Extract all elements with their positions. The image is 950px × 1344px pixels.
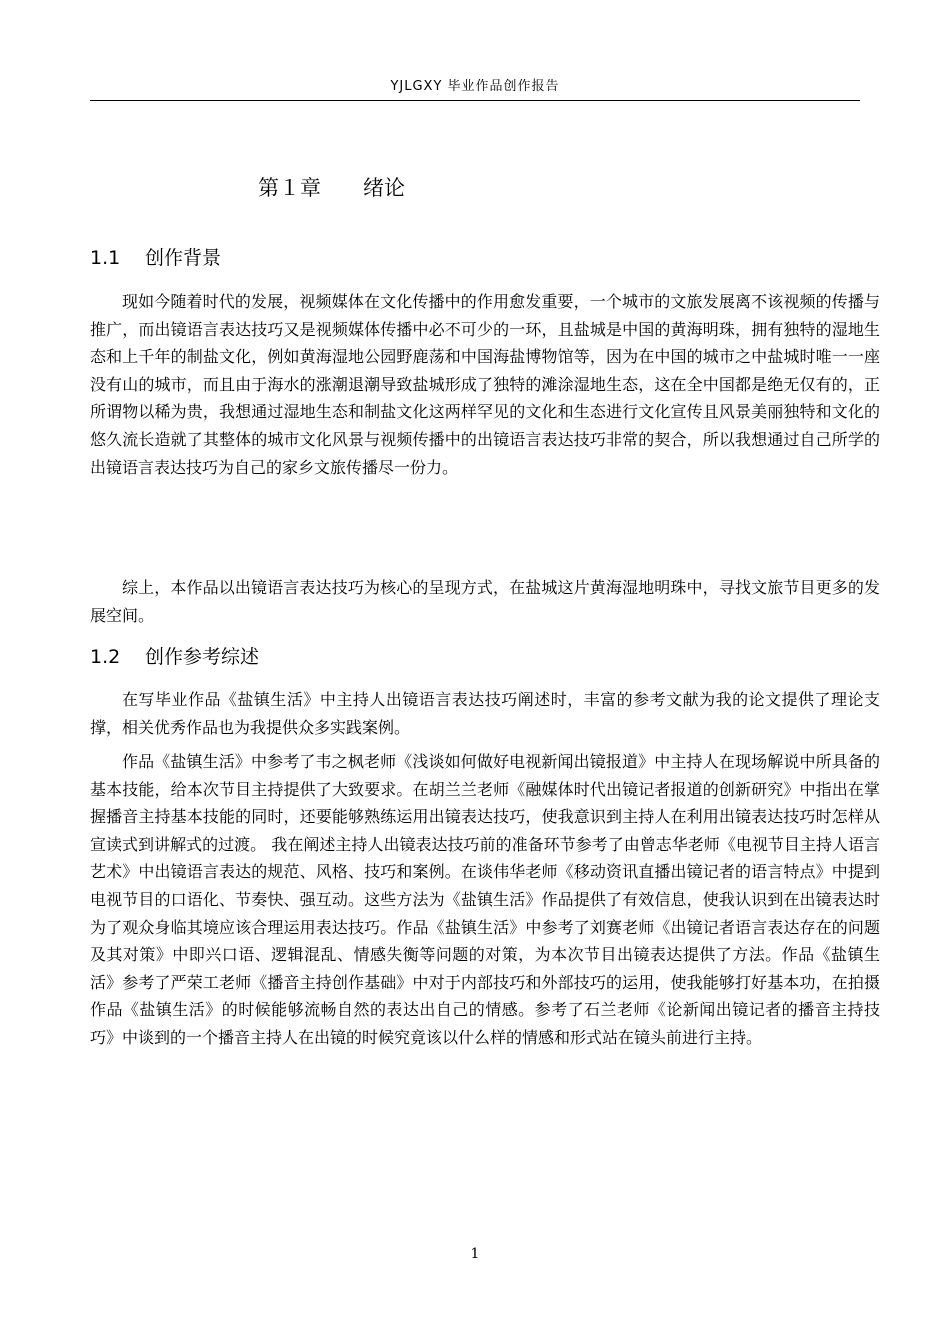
running-header: YJLGXY 毕业作品创作报告 (390, 79, 560, 94)
paragraph: 在写毕业作品《盐镇生活》中主持人出镜语言表达技巧阐述时，丰富的参考文献为我的论文提供了理论支撑，相关优秀作品也为我提供众多实践案例。 (90, 690, 880, 737)
section-heading-1-1 (90, 244, 221, 272)
section-title: 创作背景 (145, 247, 222, 269)
chapter-name: 绪论 (363, 176, 405, 200)
page-number: 1 (470, 1246, 480, 1262)
paragraph: 综上，本作品以出镜语言表达技巧为核心的呈现方式，在盐城这片黄海湿地明珠中，寻找文旅节目更多的发展空间。 (90, 578, 880, 625)
paragraph: 作品《盐镇生活》中参考了韦之枫老师《浅谈如何做好电视新闻出镜报道》中主持人在现场解说中所具备的基本技能，给本次节目主持提供了大致要求。在胡兰兰老师《融媒体时代出镜记者报道的创新研究》中指出在掌握播音主持基本技能的同时，还要能够熟练运用出镜表达技巧，使我意识到主持人在利用出镜表达技巧时怎样从宣读式到讲解式的过渡。 我在阐述主持人出镜表达技巧前的准备环节参考了由曾志华老师《电视节目主持人语言艺术》中出镜语言表达的规范、风格、技巧和案例。在谈伟华老师《移动资讯直播出镜记者的语言特点》中提到电视节目的口语化、节奏快、强互动。这些方法为《盐镇生活》作品提供了有效信息，使我认识到在出镜表达时为了观众身临其境应该合理运用表达技巧。作品《盐镇生活》中参考了刘赛老师《出镜记者语言表达存在的问题及其对策》中即兴口语、逻辑混乱、情感失衡等问题的对策，为本次节目出镜表达提供了方法。作品《盐镇生活》参考了严荣工老师《播音主持创作基础》中对于内部技巧和外部技巧的运用，使我能够打好基本功，在拍摄作品《盐镇生活》的时候能够流畅自然的表达出自己的情感。参考了石兰老师《论新闻出镜记者的播音主持技巧》中谈到的一个播音主持人在出镜的时候究竟该以什么样的情感和形式站在镜头前进行主持。 (90, 752, 880, 1047)
header-divider (90, 100, 860, 101)
paragraph: 现如今随着时代的发展，视频媒体在文化传播中的作用愈发重要，一个城市的文旅发展离不该视频的传播与推广，而出镜语言表达技巧又是视频媒体传播中必不可少的一环，且盐城是中国的黄海明珠，拥有独特的湿地生态和上千年的制盐文化，例如黄海湿地公园野鹿荡和中国海盐博物馆等，因为在中国的城市之中盐城时唯一一座没有山的城市，而且由于海水的涨潮退潮导致盐城形成了独特的滩涂湿地生态，这在全中国都是绝无仅有的，正所谓物以稀为贵，我想通过湿地生态和制盐文化这两样罕见的文化和生态进行文化宣传且风景美丽独特和文化的悠久流长造就了其整体的城市文化风景与视频传播中的出镜语言表达技巧非常的契合，所以我想通过自己所学的出镜语言表达技巧为自己的家乡文旅传播尽一份力。 (90, 292, 880, 477)
section-heading-1-2 (90, 643, 259, 671)
section-number: 1.2 (90, 646, 121, 668)
chapter-label: 第１章 (258, 176, 321, 200)
section-number: 1.1 (90, 247, 121, 269)
section-title: 创作参考综述 (145, 646, 260, 668)
chapter-title (258, 172, 405, 204)
